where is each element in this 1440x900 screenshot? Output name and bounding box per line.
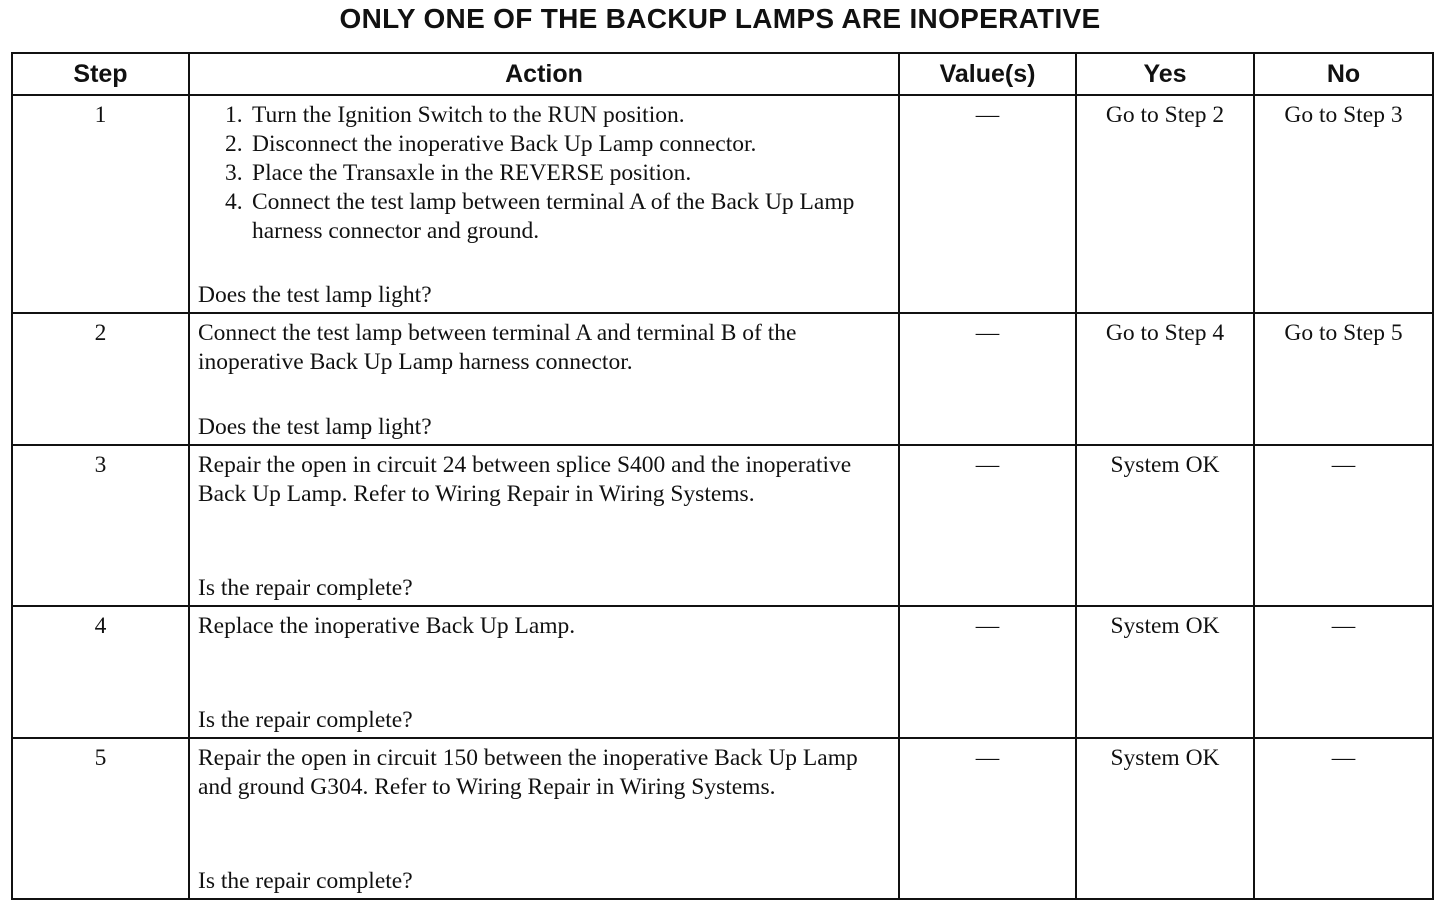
header-step: Step [12,53,189,95]
page-title: ONLY ONE OF THE BACKUP LAMPS ARE INOPERATIVE [339,3,1101,34]
no-cell: — [1254,738,1433,899]
action-text: Repair the open in circuit 150 between the inoperative Back Up Lamp and ground G304. Refer to Wiring Repair in Wiring Systems. [198,745,858,800]
no-cell: — [1254,606,1433,738]
list-item [225,130,890,159]
yes-cell: System OK [1076,606,1254,738]
substep-number: 1. [225,102,243,128]
substep-number: 4. [225,189,243,215]
table-row [12,313,1433,445]
value-cell: — [899,95,1076,313]
yes-cell: System OK [1076,445,1254,606]
action-cell [189,95,899,313]
action-cell [189,606,899,738]
action-cell [189,313,899,445]
value-cell: — [899,606,1076,738]
action-question: Is the repair complete? [198,868,413,894]
list-item [225,159,890,188]
step-number: 1 [12,95,189,313]
step-number: 4 [12,606,189,738]
yes-cell: Go to Step 2 [1076,95,1254,313]
header-values: Value(s) [899,53,1076,95]
action-cell [189,738,899,899]
action-question: Is the repair complete? [198,707,413,733]
substep-number: 2. [225,131,243,157]
yes-cell: Go to Step 4 [1076,313,1254,445]
step-number: 2 [12,313,189,445]
table-row [12,606,1433,738]
substep-list [198,101,890,246]
value-cell: — [899,738,1076,899]
table-row [12,445,1433,606]
table-row [12,738,1433,899]
yes-cell: System OK [1076,738,1254,899]
substep-text: Disconnect the inoperative Back Up Lamp connector. [252,131,757,157]
action-text: Replace the inoperative Back Up Lamp. [198,613,576,639]
header-yes: Yes [1076,53,1254,95]
substep-text: Place the Transaxle in the REVERSE position. [252,160,692,186]
header-no: No [1254,53,1433,95]
list-item [225,188,890,246]
table-row [12,95,1433,313]
action-cell [189,445,899,606]
no-cell: Go to Step 3 [1254,95,1433,313]
action-text: Repair the open in circuit 24 between splice S400 and the inoperative Back Up Lamp. Refer to Wiring Repair in Wiring Systems. [198,452,852,507]
step-number: 3 [12,445,189,606]
value-cell: — [899,313,1076,445]
header-action: Action [189,53,899,95]
substep-number: 3. [225,160,243,186]
action-question: Does the test lamp light? [198,414,432,440]
diagnostic-table [11,52,1434,900]
value-cell: — [899,445,1076,606]
action-text: Connect the test lamp between terminal A and terminal B of the inoperative Back Up Lamp harness connector. [198,320,797,375]
action-question: Does the test lamp light? [198,282,432,308]
substep-text: Turn the Ignition Switch to the RUN position. [252,102,685,128]
no-cell: Go to Step 5 [1254,313,1433,445]
list-item [225,101,890,130]
no-cell: — [1254,445,1433,606]
step-number: 5 [12,738,189,899]
table-header-row [12,53,1433,95]
action-question: Is the repair complete? [198,575,413,601]
substep-text: Connect the test lamp between terminal A of the Back Up Lamp harness connector and ground. [252,189,855,244]
